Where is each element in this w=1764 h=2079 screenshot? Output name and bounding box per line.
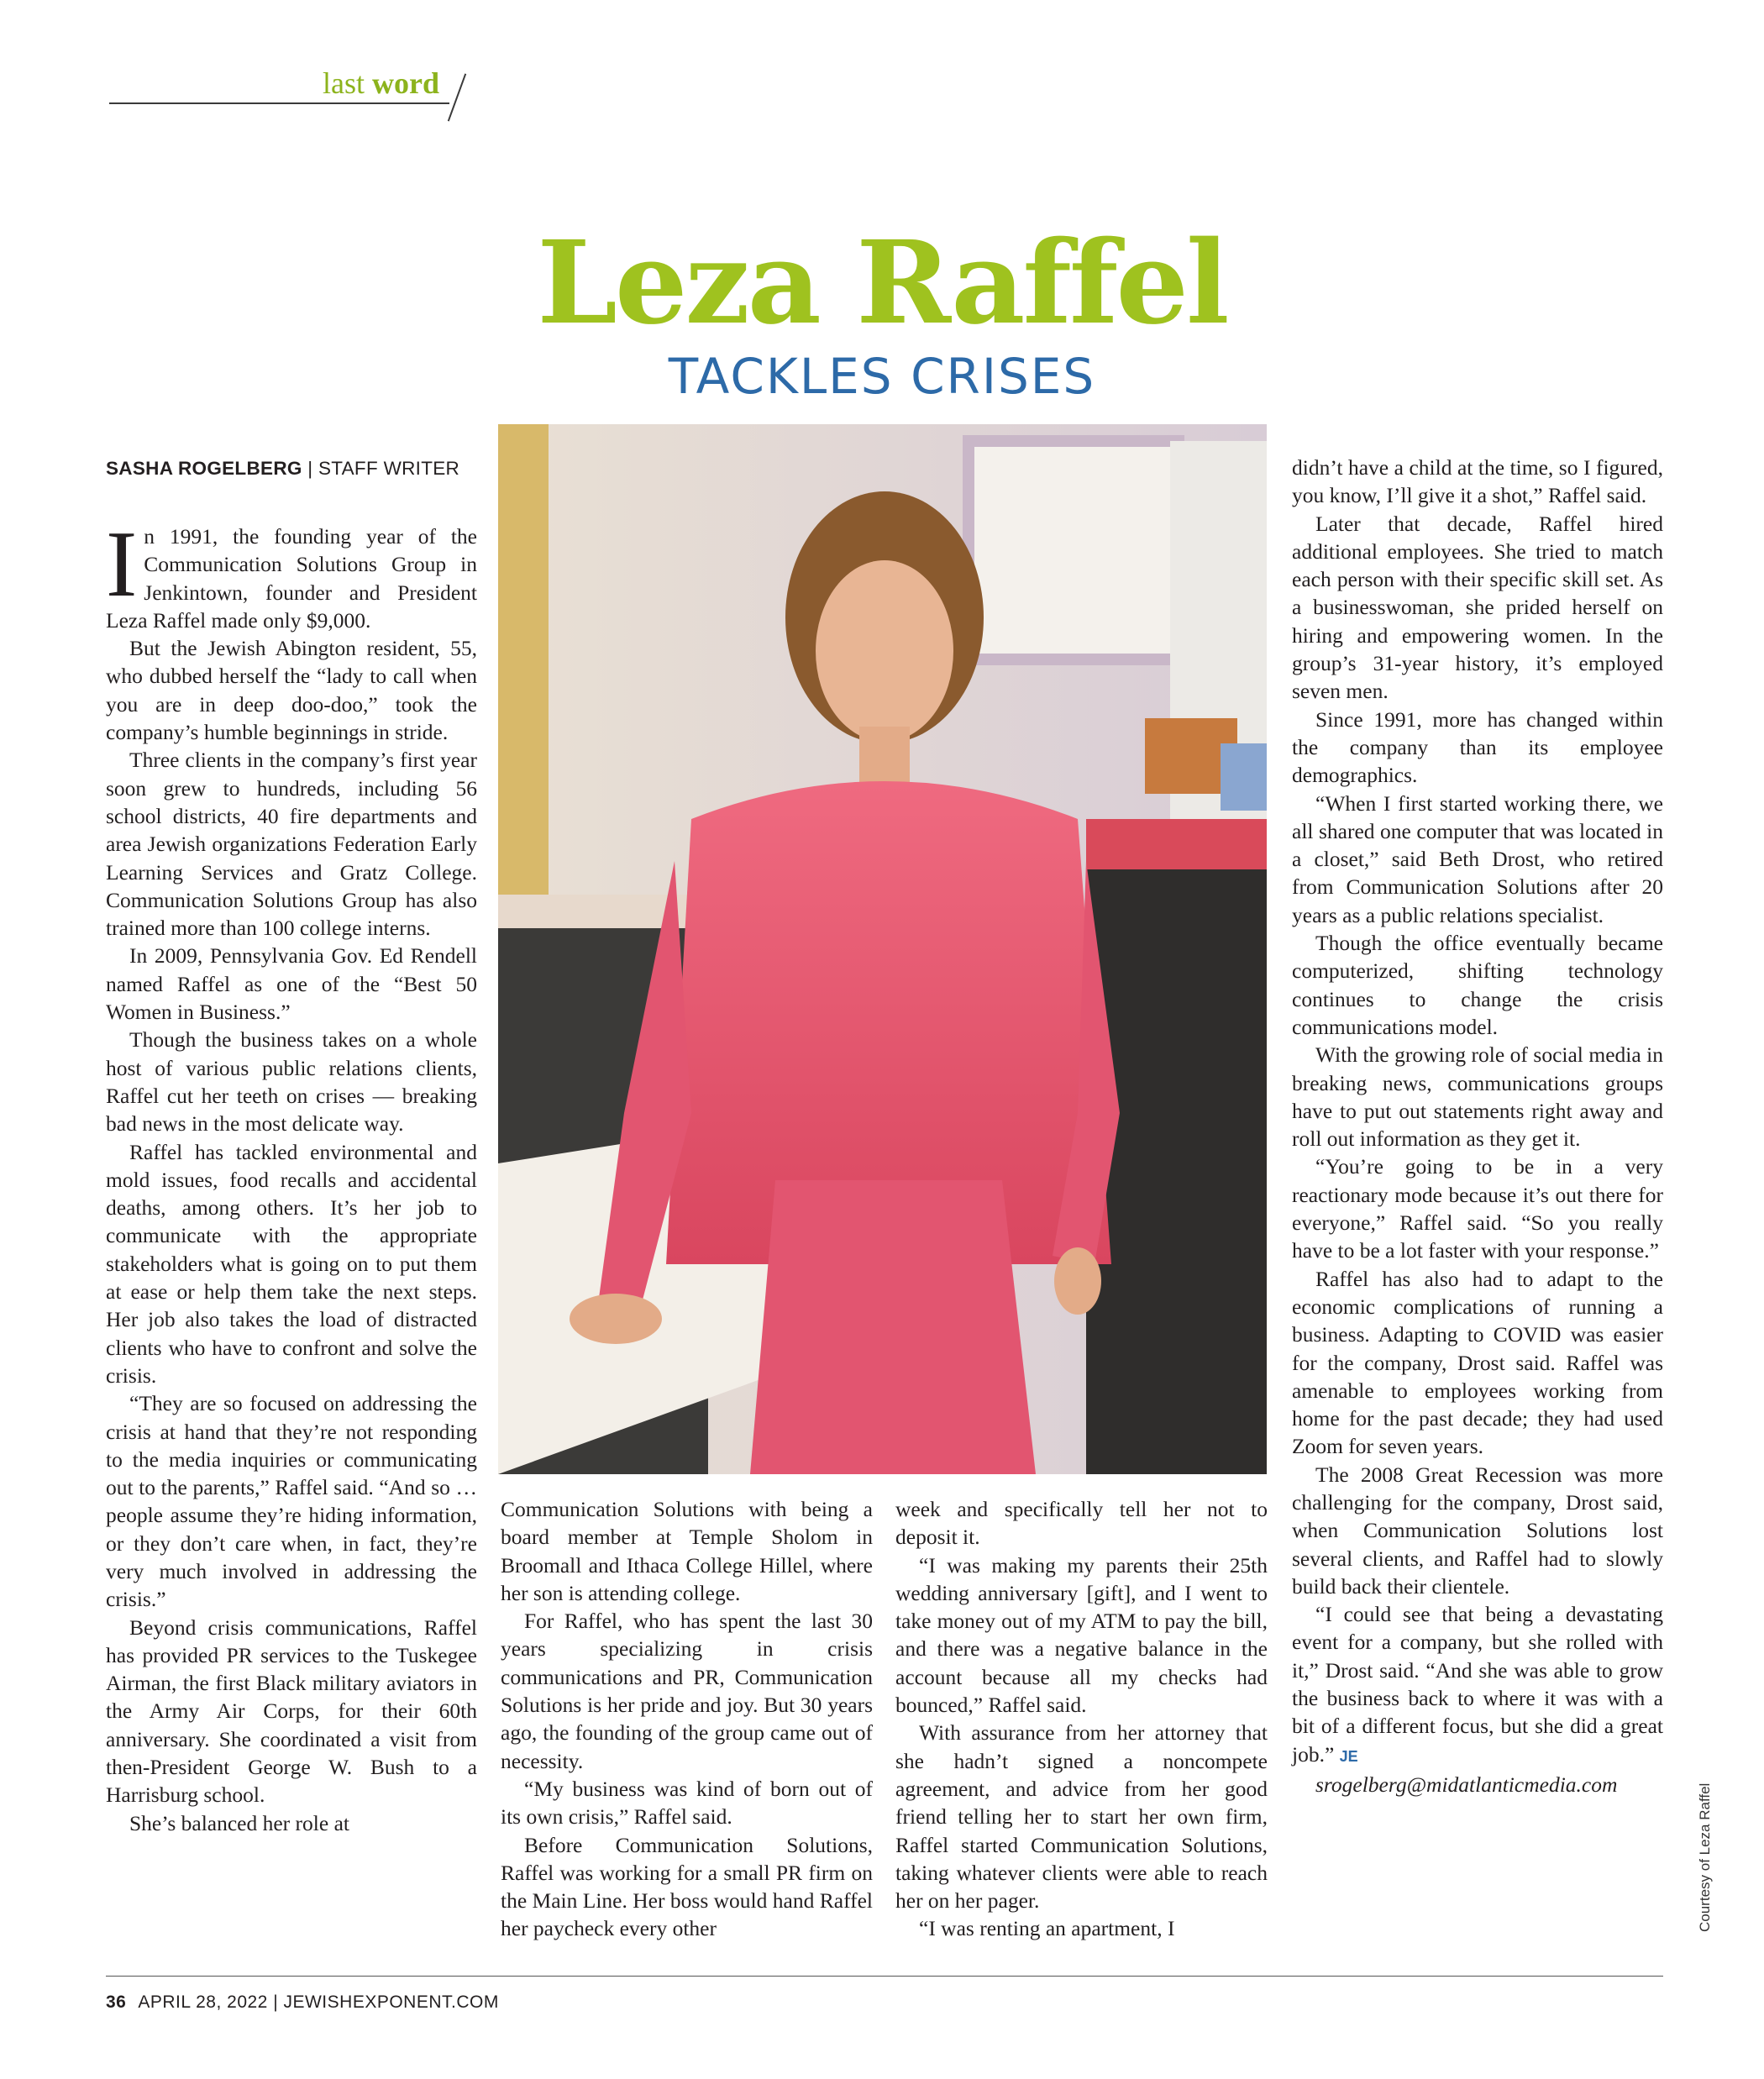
site-link[interactable]: JEWISHEXPONENT.COM xyxy=(283,1992,499,2012)
paragraph: Communication Solutions with being a board member at Temple Sholom in Broomall and Ithaca College Hillel, where her son is attending college. xyxy=(501,1497,873,1605)
paragraph: Raffel has also had to adapt to the economic complications of running a business. Adapting to COVID was easier for the company, Drost said. Raffel was amenable to employees working from home for the past decade; they had used Zoom for seven years. xyxy=(1292,1266,1663,1459)
paragraph: With the growing role of social media in breaking news, communications groups have to put out statements right away and roll out information as they get it. xyxy=(1292,1042,1663,1152)
paragraph: “When I first started working there, we all shared one computer that was located in a closet,” said Beth Drost, who retired from Communication Solutions after 20 years as a public relations specialist. xyxy=(1292,790,1663,927)
paragraph: Beyond crisis communications, Raffel has provided PR services to the Tuskegee Airman, the first Black military aviators in the Army Air Corps, for their 60th anniversary. She coordinated a visit from then-President George W. Bush to a Harrisburg school. xyxy=(106,1614,477,1808)
section-bold: word xyxy=(372,66,439,100)
paragraph-text: n 1991, the founding year of the Communication Solutions Group in Jenkintown, founder and President Leza Raffel made only $9,000. xyxy=(106,524,477,633)
portrait-photo xyxy=(498,424,1267,1474)
paragraph: Though the office eventually became computerized, shifting technology continues to change the crisis communications model. xyxy=(1292,931,1663,1039)
article-column-2 xyxy=(501,1495,873,1943)
end-mark: JE xyxy=(1339,1747,1358,1765)
section-rule xyxy=(109,102,449,104)
paragraph: “I was renting an apartment, I xyxy=(919,1916,1175,1941)
drop-cap: I xyxy=(106,512,138,617)
article-column-4 xyxy=(1292,454,1663,1798)
author-email[interactable]: srogelberg@midatlanticmedia.com xyxy=(1315,1772,1618,1797)
author-role: STAFF WRITER xyxy=(318,458,460,479)
paragraph: The 2008 Great Recession was more challenging for the company, Drost said, when Communication Solutions lost several clients, and Raffel had to slowly build back their clientele. xyxy=(1292,1462,1663,1599)
paragraph: In 2009, Pennsylvania Gov. Ed Rendell named Raffel as one of the “Best 50 Women in Business.” xyxy=(106,943,477,1025)
paragraph: Before Communication Solutions, Raffel was working for a small PR firm on the Main Line. Her boss would hand Raffel her paycheck every other xyxy=(501,1832,873,1941)
article-subtitle: TACKLES CRISES xyxy=(668,348,1096,405)
paragraph: But the Jewish Abington resident, 55, who dubbed herself the “lady to call when you are in deep doo-doo,” took the company’s humble beginnings in stride. xyxy=(106,636,477,745)
paragraph: With assurance from her attorney that she hadn’t signed a noncompete agreement, and advice from her good friend telling her to start her own firm, Raffel started Communication Solutions, taking whatever clients were able to reach her on her pager. xyxy=(895,1720,1268,1914)
section-slash xyxy=(448,73,466,121)
photo-credit: Courtesy of Leza Raffel xyxy=(1697,1782,1713,1932)
paragraph: Three clients in the company’s first year soon grew to hundreds, including 56 school districts, 40 fire departments and area Jewish organizations Federation Early Learning Services and Gratz College. Communication Solutions Group has also trained more than 100 college interns. xyxy=(106,748,477,941)
paragraph: week and specifically tell her not to deposit it. xyxy=(895,1497,1268,1550)
issue-date: APRIL 28, 2022 xyxy=(138,1992,268,2012)
paragraph: didn’t have a child at the time, so I figured, you know, I’ll give it a shot,” Raffel said. xyxy=(1292,455,1663,508)
paragraph: “They are so focused on addressing the crisis at hand that they’re not responding to the media inquiries or communicating out to the parents,” Raffel said. “And so … people assume they’re hiding information, or they don’t care when, in fact, they’re very much involved in addressing the crisis.” xyxy=(106,1391,477,1612)
headline xyxy=(0,216,1764,407)
article-column-1 xyxy=(106,454,477,1837)
page-number: 36 xyxy=(106,1992,127,2012)
paragraph: “I was making my parents their 25th wedding anniversary [gift], and I went to take money out of my ATM to pay the bill, and there was a negative balance in the account because all my checks had bounced,” Raffel said. xyxy=(895,1552,1268,1718)
portrait-illustration xyxy=(498,424,1267,1474)
page-footer: 36 APRIL 28, 2022 | JEWISHEXPONENT.COM xyxy=(106,1992,499,2012)
paragraph: Since 1991, more has changed within the company than its employee demographics. xyxy=(1292,706,1663,788)
section-prefix: last xyxy=(323,66,365,100)
author-name: SASHA ROGELBERG xyxy=(106,458,302,479)
section-label xyxy=(323,66,439,101)
paragraph: For Raffel, who has spent the last 30 years specializing in crisis communications and PR, Communication Solutions is her pride and joy. But 30 years ago, the founding of the group came out of necessity. xyxy=(501,1609,873,1773)
paragraph: She’s balanced her role at xyxy=(129,1810,349,1835)
paragraph: “My business was kind of born out of its own crisis,” Raffel said. xyxy=(501,1776,873,1830)
byline: SASHA ROGELBERG | STAFF WRITER xyxy=(106,458,460,479)
paragraph: Raffel has tackled environmental and mold issues, food recalls and accidental deaths, among others. It’s her job to communicate with the appropriate stakeholders what is going on to put them at ease or help them take the next steps. Her job also takes the load of distracted clients who have to confront and solve the crisis. xyxy=(106,1139,477,1388)
article-column-3 xyxy=(895,1495,1268,1943)
paragraph-text: “I could see that being a devastating event for a company, but she rolled with it,” Drost said. “And she was able to grow the business back to where it was with a bit of a different focus, but she did a great job.” xyxy=(1292,1602,1663,1767)
article-title: Leza Raffel xyxy=(537,216,1227,350)
paragraph: “You’re going to be in a very reactionary mode because it’s out there for everyone,” Raffel said. “So you really have to be a lot faster with your response.” xyxy=(1292,1154,1663,1263)
paragraph xyxy=(106,512,477,634)
section-tag xyxy=(109,66,483,109)
footer-rule xyxy=(106,1976,1663,1977)
paragraph: Though the business takes on a whole host of various public relations clients, Raffel cut her teeth on crises — breaking bad news in the most delicate way. xyxy=(106,1027,477,1137)
paragraph xyxy=(1292,1600,1663,1771)
paragraph: Later that decade, Raffel hired additional employees. She tried to match each person with their specific skill set. As a businesswoman, she prided herself on hiring and empowering women. In the group’s 31-year history, it’s employed seven men. xyxy=(1292,511,1663,704)
